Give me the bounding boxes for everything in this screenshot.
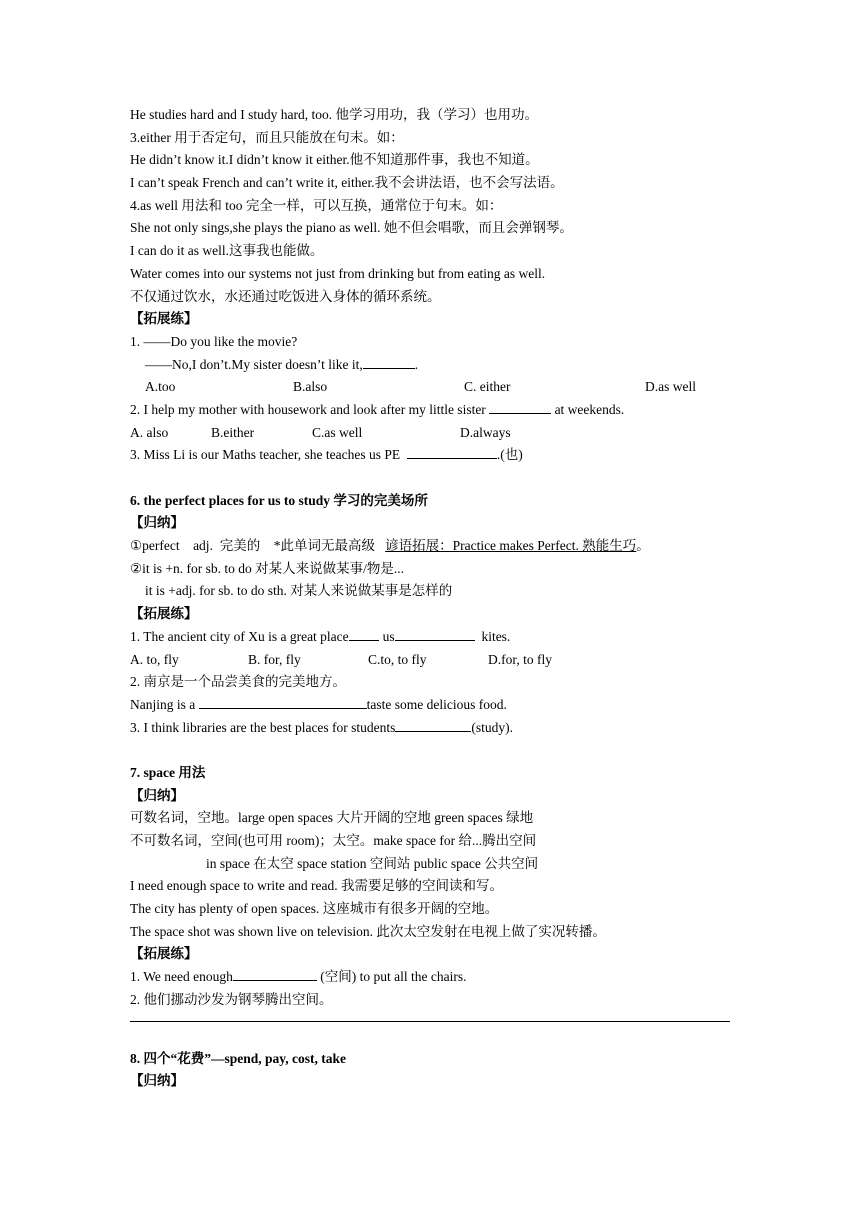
exercise-heading: 【拓展练】 xyxy=(130,311,198,327)
option: C.to, to fly xyxy=(368,651,427,667)
text-line: The city has plenty of open spaces. 这座城市有很多开阔的空地。 xyxy=(130,901,499,917)
text-span: 。 xyxy=(636,538,650,554)
question-line xyxy=(130,717,730,740)
options-line xyxy=(130,376,730,399)
text-line: 4.as well 用法和 too 完全一样，可以互换，通常位于句末。如： xyxy=(130,197,503,213)
summary-heading: 【归纳】 xyxy=(130,787,184,803)
question-text: 3. Miss Li is our Maths teacher, she teaches us PE xyxy=(130,447,401,463)
summary-heading: 【归纳】 xyxy=(130,515,184,531)
answer-blank xyxy=(233,967,317,981)
section-title: 7. space 用法 xyxy=(130,764,206,780)
text-line: 不可数名词，空间(也可用 room)；太空。make space for 给...腾出空间 xyxy=(130,833,537,848)
question-text: 1. The ancient city of Xu is a great place xyxy=(130,628,349,644)
option: B.also xyxy=(293,379,328,395)
question-text: .(也) xyxy=(496,447,523,463)
text-line: I can do it as well.这事我也能做。 xyxy=(130,243,324,259)
text-line: 不仅通过饮水，水还通过吃饭进入身体的循环系统。 xyxy=(130,288,441,304)
text-line: I need enough space to write and read. 我需要足够的空间读和写。 xyxy=(130,878,504,894)
text-line xyxy=(130,535,730,558)
options-line xyxy=(130,649,730,672)
text-line: in space 在太空 space station 空间站 public space 公共空间 xyxy=(206,855,539,871)
answer-blank xyxy=(489,400,551,414)
answer-blank xyxy=(395,627,475,641)
text-line: I can’t speak French and can’t write it, either.我不会讲法语，也不会写法语。 xyxy=(130,175,564,191)
question-line: 2. 他们挪动沙发为钢琴腾出空间。 xyxy=(130,991,333,1007)
question-text: 1. We need enough xyxy=(130,969,233,985)
option: C. either xyxy=(464,379,511,395)
question-text: (空间) to put all the chairs. xyxy=(316,969,467,985)
question-line xyxy=(130,626,730,649)
section-title: 8. 四个“花费”—spend, pay, cost, take xyxy=(130,1050,347,1066)
question-text: us xyxy=(382,628,395,644)
proverb-note: 谚语拓展：Practice makes Perfect. 熟能生巧 xyxy=(385,538,637,554)
option: D.as well xyxy=(645,379,696,395)
question-text: . xyxy=(414,356,419,372)
question-line xyxy=(130,399,730,422)
section-title: 6. the perfect places for us to study 学习的完美场所 xyxy=(130,492,428,508)
question-text: 3. I think libraries are the best places for students xyxy=(130,719,396,735)
question-text: kites. xyxy=(481,628,511,644)
option: B.either xyxy=(211,424,255,440)
options-line xyxy=(130,422,730,445)
option: A.too xyxy=(145,379,176,395)
text-line: She not only sings,she plays the piano as well. 她不但会唱歌，而且会弹钢琴。 xyxy=(130,220,573,236)
answer-blank xyxy=(407,445,497,459)
question-line xyxy=(130,354,730,377)
question-line: 2. 南京是一个品尝美食的完美地方。 xyxy=(130,674,346,690)
text-line: it is +adj. for sb. to do sth. 对某人来说做某事是怎样的 xyxy=(145,583,453,599)
text-line: He studies hard and I study hard, too. 他学习用功，我（学习）也用功。 xyxy=(130,107,538,122)
document-page xyxy=(130,104,730,1093)
question-text: 2. I help my mother with housework and look after my little sister xyxy=(130,401,486,417)
text-line: ②it is +n. for sb. to do 对某人来说做某事/物是... xyxy=(130,560,404,576)
question-text: ——No,I don’t.My sister doesn’t like it, xyxy=(145,356,363,372)
question-line xyxy=(130,966,730,989)
answer-blank xyxy=(363,355,415,369)
divider-line xyxy=(130,1021,730,1022)
answer-blank xyxy=(395,718,471,732)
option: B. for, fly xyxy=(248,651,301,667)
question-text: Nanjing is a xyxy=(130,696,196,712)
answer-blank xyxy=(349,627,379,641)
option: D.for, to fly xyxy=(488,651,552,667)
question-line xyxy=(130,694,730,717)
answer-blank xyxy=(199,695,367,709)
question-text: at weekends. xyxy=(554,401,625,417)
question-line xyxy=(130,444,730,467)
question-text: taste some delicious food. xyxy=(366,696,507,712)
text-line: He didn’t know it.I didn’t know it either.他不知道那件事，我也不知道。 xyxy=(130,152,539,168)
text-line: The space shot was shown live on television. 此次太空发射在电视上做了实况转播。 xyxy=(130,923,606,939)
option: A. also xyxy=(130,424,169,440)
option: D.always xyxy=(460,424,511,440)
exercise-heading: 【拓展练】 xyxy=(130,606,198,622)
text-line: 可数名词，空地。large open spaces 大片开阔的空地 green spaces 绿地 xyxy=(130,810,534,826)
question-line: 1. ——Do you like the movie? xyxy=(130,333,298,349)
text-line: 3.either 用于否定句，而且只能放在句末。如： xyxy=(130,129,404,145)
option: A. to, fly xyxy=(130,651,179,667)
summary-heading: 【归纳】 xyxy=(130,1073,184,1089)
exercise-heading: 【拓展练】 xyxy=(130,946,198,962)
text-span: ①perfect adj. 完美的 *此单词无最高级 xyxy=(130,538,386,554)
text-line: Water comes into our systems not just from drinking but from eating as well. xyxy=(130,265,546,281)
question-text: (study). xyxy=(471,719,514,735)
option: C.as well xyxy=(312,424,363,440)
